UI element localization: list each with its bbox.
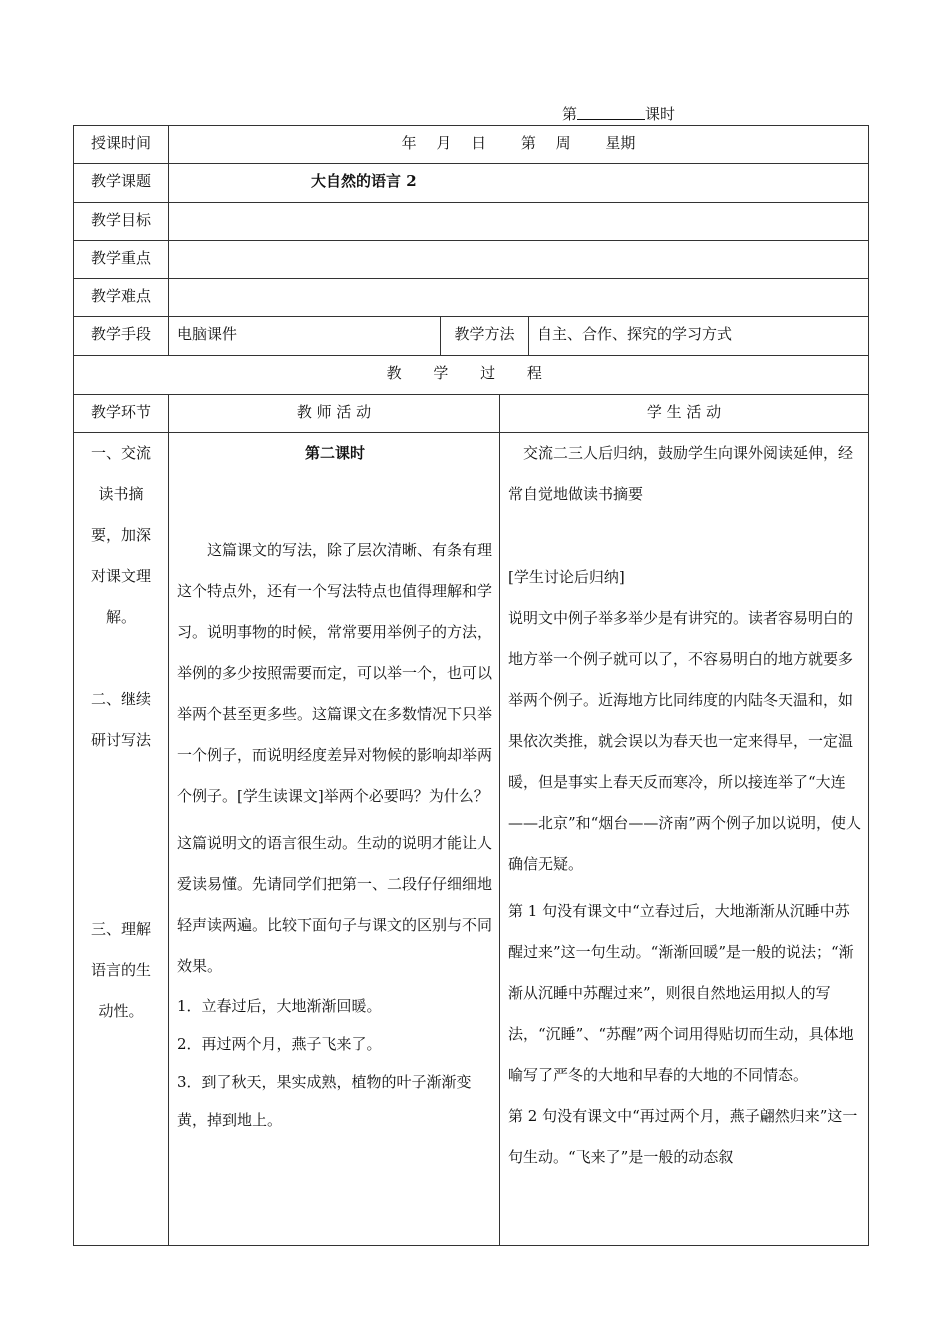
- row-topic: [74, 164, 869, 203]
- lesson-number-blank[interactable]: [577, 105, 645, 120]
- lesson-number-line: [562, 103, 675, 124]
- difficulty-label: 教学难点: [74, 279, 169, 317]
- row-col-headers: [74, 395, 869, 433]
- step3-line: 三、理解: [90, 920, 151, 938]
- step1-line: 一、交流: [90, 444, 151, 462]
- method-value[interactable]: 自主、合作、探究的学习方式: [537, 325, 733, 343]
- method-label: 教学方法: [441, 317, 529, 355]
- step1-line: 要，加深: [90, 526, 151, 544]
- teacher-item: 2．再过两个月，燕子飞来了。: [177, 1035, 382, 1053]
- step1-line: 对课文理: [90, 567, 151, 585]
- teacher-lesson-title: 第二课时: [304, 444, 365, 462]
- student-para4: 第 2 句没有课文中“再过两个月，燕子翩然归来”这一句生动。“飞来了”是一般的动态叙: [508, 1107, 858, 1166]
- row-time: [74, 126, 869, 164]
- step3-line: 语言的生: [90, 961, 151, 979]
- difficulty-value[interactable]: [169, 279, 869, 317]
- lesson-plan-table: [73, 125, 869, 1246]
- goal-value[interactable]: [169, 203, 869, 241]
- teacher-item: 3．到了秋天，果实成熟，植物的叶子渐渐变黄，掉到地上。: [177, 1073, 472, 1129]
- step1-line: 读书摘: [98, 485, 144, 503]
- goal-label: 教学目标: [74, 203, 169, 241]
- row-content: [74, 433, 869, 1246]
- student-para3: 第 1 句没有课文中“立春过后，大地渐渐从沉睡中苏醒过来”这一句生动。“渐渐回暖”是一般的说法；“渐渐从沉睡中苏醒过来”，则很自然地运用拟人的写法，“沉睡”、“苏醒”两个词用得贴切而生动，具体地喻写了严冬的大地和早春的大地的不同情态。: [508, 902, 854, 1084]
- steps-column: [74, 433, 169, 1246]
- student-column: [500, 433, 869, 1246]
- step1-line: 解。: [105, 608, 136, 626]
- step2-line: 二、继续: [90, 690, 151, 708]
- teacher-para2: 这篇说明文的语言很生动。生动的说明才能让人爱读易懂。先请同学们把第一、二段仔仔细细地轻声读两遍。比较下面句子与课文的区别与不同效果。: [177, 834, 493, 975]
- student-para2: 说明文中例子举多举少是有讲究的。读者容易明白的地方举一个例子就可以了，不容易明白的地方就要多举两个例子。近海地方比同纬度的内陆冬天温和，如果依次类推，就会误以为春天也一定来得早，一定温暖，但是事实上春天反而寒冷，所以接连举了“大连——北京”和“烟台——济南”两个例子加以说明，使人确信无疑。: [508, 609, 862, 873]
- student-header: 学 生 活 动: [500, 395, 869, 433]
- row-process-title: [74, 356, 869, 395]
- means-label: 教学手段: [74, 317, 169, 356]
- student-para1: 交流二三人后归纳，鼓励学生向课外阅读延伸，经常自觉地做读书摘要: [508, 444, 854, 503]
- teacher-item: 1．立春过后，大地渐渐回暖。: [177, 997, 382, 1015]
- student-bracket: [学生讨论后归纳]: [508, 568, 625, 586]
- means-value[interactable]: 电脑课件: [169, 317, 441, 356]
- row-means: [74, 317, 869, 356]
- teacher-header: 教 师 活 动: [169, 395, 500, 433]
- step-header: 教学环节: [74, 395, 169, 433]
- time-label: 授课时间: [74, 126, 169, 164]
- lesson-prefix: 第: [562, 105, 578, 123]
- step3-line: 动性。: [98, 1002, 144, 1020]
- key-value[interactable]: [169, 241, 869, 279]
- topic-value[interactable]: 大自然的语言 2: [169, 164, 869, 203]
- process-title: 教 学 过 程: [386, 364, 556, 382]
- teacher-para1: 这篇课文的写法，除了层次清晰、有条有理这个特点外，还有一个写法特点也值得理解和学习。说明事物的时候，常常要用举例子的方法，举例的多少按照需要而定，可以举一个，也可以举两个甚至更多些。这篇课文在多数情况下只举一个例子，而说明经度差异对物候的影响却举两个例子。[学生读课文]举两个必要吗？为什么？: [177, 541, 493, 805]
- time-value[interactable]: 年 月 日 第 周 星期: [169, 126, 869, 164]
- row-goal: [74, 203, 869, 241]
- key-label: 教学重点: [74, 241, 169, 279]
- lesson-suffix: 课时: [645, 105, 676, 123]
- row-difficulty: [74, 279, 869, 317]
- teacher-column: [169, 433, 500, 1246]
- step2-line: 研讨写法: [90, 731, 151, 749]
- row-key: [74, 241, 869, 279]
- topic-label: 教学课题: [74, 164, 169, 203]
